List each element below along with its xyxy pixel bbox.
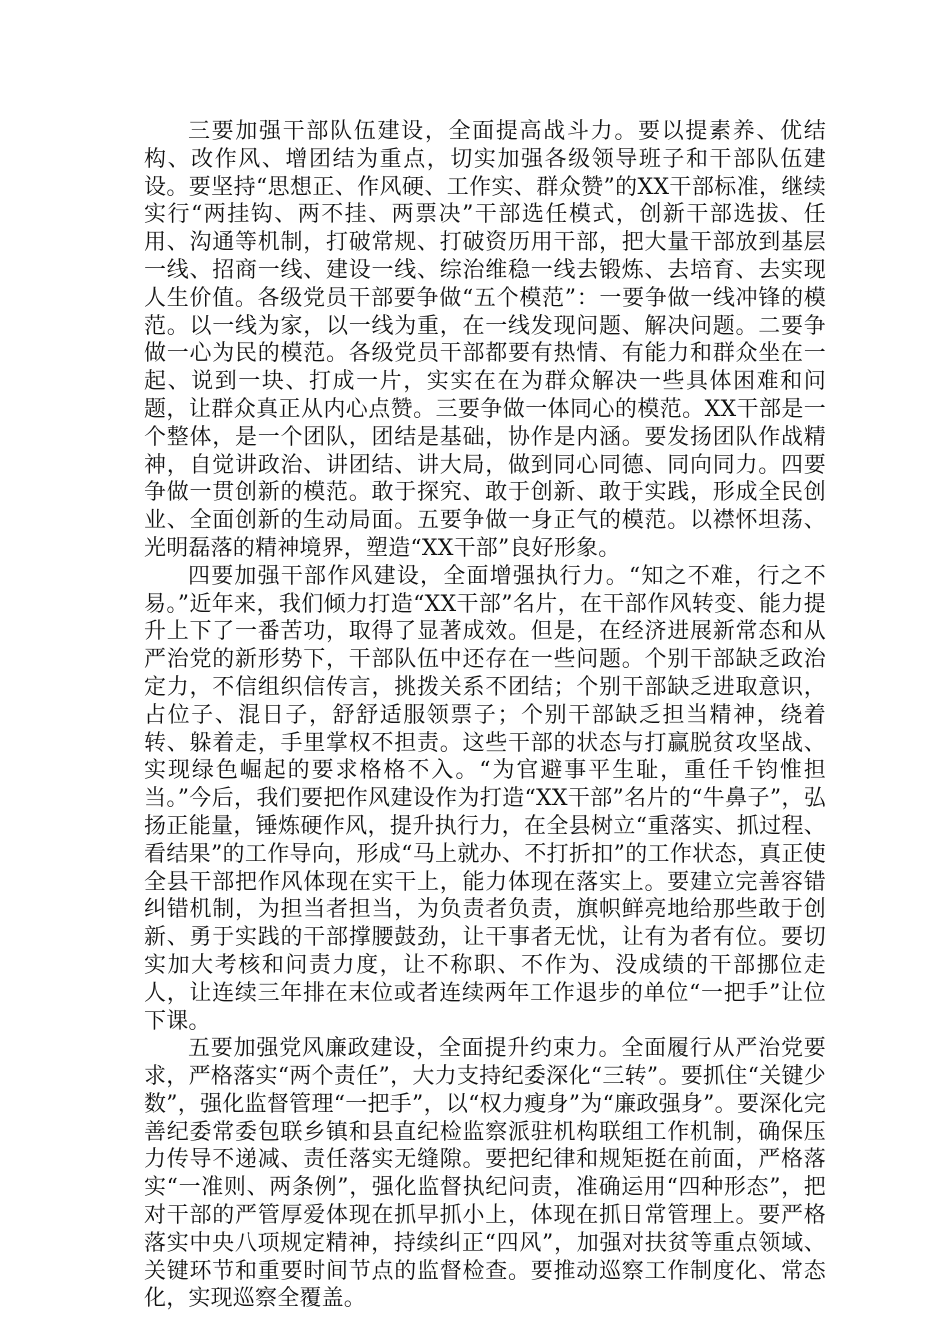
paragraph-party-integrity: 五要加强党风廉政建设，全面提升约束力。全面履行从严治党要求，严格落实“两个责任”，大力支持纪委深化“三转”。要抓住“关键少数”，强化监督管理“一把手”，以“权力瘦身”为“廉政强身”。要深化完善纪委常委包联乡镇和县直纪检监察派驻机构联组工作机制，确保压力传导不递减、责任落实无缝隙。要把纪律和规矩挺在前面，严格落实“一准则、两条例”，强化监督执纪问责，准确运用“四种形态”，把对干部的严管厚爱体现在抓早抓小上，体现在抓日常管理上。要严格落实中央八项规定精神，持续纠正“四风”，加强对扶贫等重点领域、关键环节和重要时间节点的监督检查。要推动巡察工作制度化、常态化，实现巡察全覆盖。 xyxy=(144,1036,826,1312)
paragraph-cadre-team-building: 三要加强干部队伍建设，全面提高战斗力。要以提素养、优结构、改作风、增团结为重点，切实加强各级领导班子和干部队伍建设。要坚持“思想正、作风硬、工作实、群众赞”的XX干部标准，继续实行“两挂钩、两不挂、两票决”干部选任模式，创新干部选拔、任用、沟通等机制，打破常规、打破资历用干部，把大量干部放到基层一线、招商一线、建设一线、综治维稳一线去锻炼、去培育、去实现人生价值。各级党员干部要争做“五个模范”：一要争做一线冲锋的模范。以一线为家，以一线为重，在一线发现问题、解决问题。二要争做一心为民的模范。各级党员干部都要有热情、有能力和群众坐在一起、说到一块、打成一片，实实在在为群众解决一些具体困难和问题，让群众真正从内心点赞。三要争做一体同心的模范。XX干部是一个整体，是一个团队，团结是基础，协作是内涵。要发扬团队作战精神，自觉讲政治、讲团结、讲大局，做到同心同德、同向同力。四要争做一贯创新的模范。敢于探究、敢于创新、敢于实践，形成全民创业、全面创新的生动局面。五要争做一身正气的模范。以襟怀坦荡、光明磊落的精神境界，塑造“XX干部”良好形象。 xyxy=(144,119,826,561)
document-body xyxy=(144,118,826,1313)
paragraph-cadre-work-style: 四要加强干部作风建设，全面增强执行力。“知之不难，行之不易。”近年来，我们倾力打造“XX干部”名片，在干部作风转变、能力提升上下了一番苦功，取得了显著成效。但是，在经济进展新常态和从严治党的新形势下，干部队伍中还存在一些问题。个别干部缺乏政治定力，不信组织信传言，挑拨关系不团结；个别干部缺乏进取意识，占位子、混日子，舒舒适服领票子；个别干部缺乏担当精神，绕着转、躲着走，手里掌权不担责。这些干部的状态与打赢脱贫攻坚战、实现绿色崛起的要求格格不入。“为官避事平生耻，重任千钧惟担当。”今后，我们要把作风建设作为打造“XX干部”名片的“牛鼻子”，弘扬正能量，锤炼硬作风，提升执行力，在全县树立“重落实、抓过程、看结果”的工作导向，形成“马上就办、不打折扣”的工作状态，真正使全县干部把作风体现在实干上，能力体现在落实上。要建立完善容错纠错机制，为担当者担当，为负责者负责，旗帜鲜亮地给那些敢于创新、勇于实践的干部撑腰鼓劲，让干事者无忧，让有为者有位。要切实加大考核和问责力度，让不称职、不作为、没成绩的干部挪位走人，让连续三年排在末位或者连续两年工作退步的单位“一把手”让位下课。 xyxy=(144,563,826,1034)
